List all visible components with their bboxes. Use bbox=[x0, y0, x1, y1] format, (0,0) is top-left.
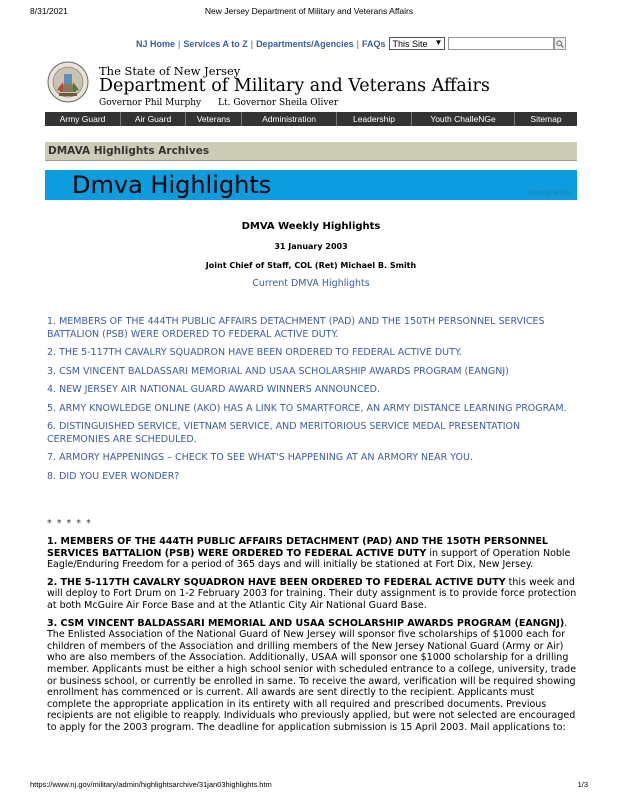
section-text: in support of Operation Noble Eagle/Enduring Freedom for a period of 365 days and will initially be stationed at Fort Dix, New Jersey. bbox=[47, 547, 571, 571]
toc-link[interactable]: 6. DISTINGUISHED SERVICE, VIETNAM SERVICE, AND MERITORIOUS SERVICE MEDAL PRESENTATION CEREMONIES ARE SCHEDULED. bbox=[47, 421, 521, 445]
nj-home-link[interactable]: NJ Home bbox=[136, 38, 176, 49]
state-title: The State of New Jersey bbox=[99, 64, 241, 78]
print-header bbox=[30, 6, 588, 18]
article-body bbox=[47, 536, 577, 740]
current-highlights-link[interactable]: Current DMVA Highlights bbox=[252, 278, 370, 289]
nav-item-leadership[interactable]: Leadership bbox=[337, 112, 412, 126]
archives-title-bar bbox=[45, 142, 577, 161]
governor-name: Governor Phil Murphy bbox=[99, 98, 202, 108]
toc-link[interactable]: 1. MEMBERS OF THE 444TH PUBLIC AFFAIRS DETACHMENT (PAD) AND THE 150TH PERSONNEL SERVICES BATTALION (PSB) WERE ORDERED TO FEDERAL ACTIVE DUTY. bbox=[47, 316, 545, 340]
toc-link[interactable]: 5. ARMY KNOWLEDGE ONLINE (AKO) HAS A LINK TO SMARTFORCE, AN ARMY DISTANCE LEARNING PROGRAM. bbox=[47, 402, 567, 414]
nav-item-veterans[interactable]: Veterans bbox=[186, 112, 242, 126]
department-title[interactable]: Department of Military and Veterans Affairs bbox=[99, 76, 490, 96]
search-input[interactable] bbox=[448, 37, 554, 50]
print-date: 8/31/2021 bbox=[30, 6, 68, 16]
toc-link[interactable]: 2. THE 5-117TH CAVALRY SQUADRON HAVE BEEN ORDERED TO FEDERAL ACTIVE DUTY. bbox=[47, 347, 462, 358]
print-url: https://www.nj.gov/military/admin/highlightsarchive/31jan03highlights.htm bbox=[30, 780, 272, 789]
search-icon bbox=[556, 40, 564, 48]
print-page-number: 1/3 bbox=[577, 780, 588, 789]
separator: | bbox=[250, 38, 254, 49]
nj-state-seal-logo[interactable] bbox=[47, 60, 89, 106]
banner-subtitle: Weekly Briefs bbox=[528, 190, 571, 197]
governor-line bbox=[99, 98, 338, 108]
departments-agencies-link[interactable]: Departments/Agencies bbox=[256, 38, 354, 49]
faqs-link[interactable]: FAQs bbox=[361, 38, 386, 49]
article-section bbox=[47, 577, 577, 612]
archives-title: DMAVA Highlights Archives bbox=[48, 145, 210, 157]
separator: | bbox=[178, 38, 181, 49]
banner-title: Dmva Highlights bbox=[72, 171, 272, 199]
toc-link[interactable]: 3. CSM VINCENT BALDASSARI MEMORIAL AND USAA SCHOLARSHIP AWARDS PROGRAM (EANGNJ) bbox=[47, 365, 509, 377]
article-section bbox=[47, 536, 577, 571]
print-title: New Jersey Department of Military and Veterans Affairs bbox=[204, 6, 414, 16]
article-date: 31 January 2003 bbox=[274, 242, 348, 251]
separator: | bbox=[356, 38, 359, 49]
nav-item-administration[interactable]: Administration bbox=[242, 112, 337, 126]
services-a-to-z-link[interactable]: Services A to Z bbox=[183, 38, 248, 49]
article-author: Joint Chief of Staff, COL (Ret) Michael B. Smith bbox=[205, 261, 417, 270]
article-heading: DMVA Weekly Highlights bbox=[241, 221, 381, 232]
section-text: . The Enlisted Association of the National Guard of New Jersey will sponsor five scholarships of $1000 each for children of members of the Association and drilling members of the New Jersey National Guard (Army or Air) who are also members of the Association. Additionally, USAA will sponsor one $1000 scholarship for a drilling member. Applicants must be either a high school senior with scheduled entrance to a college, university, trade or business school, or currently be enrolled in same. To receive the award, verification will be required showing enrollment has commenced or is current. All awards are sent directly to the recipient. Applicants must complete the appropriate application in its entirety with all required and prescribed documents. Previous recipients are not eligible to reapply. Individuals who previously applied, but were not selected are encouraged to apply for the 2003 program. The deadline for application submission is 15 April 2003. Mail applications to: bbox=[47, 617, 577, 733]
section-separator: * * * * * bbox=[47, 518, 92, 529]
toc-list bbox=[47, 316, 577, 489]
nav-item-army-guard[interactable]: Army Guard bbox=[45, 112, 121, 126]
article-section bbox=[47, 618, 577, 734]
search-scope-select[interactable] bbox=[389, 37, 445, 50]
toc-link[interactable]: 7. ARMORY HAPPENINGS – CHECK TO SEE WHAT'S HAPPENING AT AN ARMORY NEAR YOU. bbox=[47, 452, 474, 463]
main-nav bbox=[45, 112, 577, 126]
section-title: 3. CSM VINCENT BALDASSARI MEMORIAL AND USAA SCHOLARSHIP AWARDS PROGRAM (EANGNJ) bbox=[47, 617, 565, 629]
section-text: this week and will deploy to Fort Drum on 1-2 February 2003 for training. Their duty assignment is to provide force protection at both McGuire Air Force Base and at the Atlantic City Air National Guard Base. bbox=[47, 576, 577, 611]
toc-link[interactable]: 4. NEW JERSEY AIR NATIONAL GUARD AWARD WINNERS ANNOUNCED. bbox=[47, 384, 380, 395]
chevron-down-icon: ▼ bbox=[434, 38, 443, 47]
lt-governor-name: Lt. Governor Sheila Oliver bbox=[218, 98, 339, 108]
print-footer bbox=[30, 780, 588, 792]
top-utility-nav bbox=[136, 37, 566, 50]
nav-item-youth-challenge[interactable]: Youth ChalleNGe bbox=[412, 112, 515, 126]
section-title: 1. MEMBERS OF THE 444TH PUBLIC AFFAIRS DETACHMENT (PAD) AND THE 150TH PERSONNEL SERVICES BATTALION (PSB) WERE ORDERED TO FEDERAL ACTIVE DUTY bbox=[47, 536, 548, 559]
nav-item-sitemap[interactable]: Sitemap bbox=[530, 114, 562, 124]
nav-item-air-guard[interactable]: Air Guard bbox=[121, 112, 186, 126]
search-button[interactable] bbox=[554, 37, 566, 50]
search-scope-value: This Site bbox=[392, 38, 428, 49]
toc-link[interactable]: 8. DID YOU EVER WONDER? bbox=[47, 470, 180, 482]
section-title: 2. THE 5-117TH CAVALRY SQUADRON HAVE BEEN ORDERED TO FEDERAL ACTIVE DUTY bbox=[47, 576, 506, 588]
highlights-banner bbox=[45, 170, 577, 200]
